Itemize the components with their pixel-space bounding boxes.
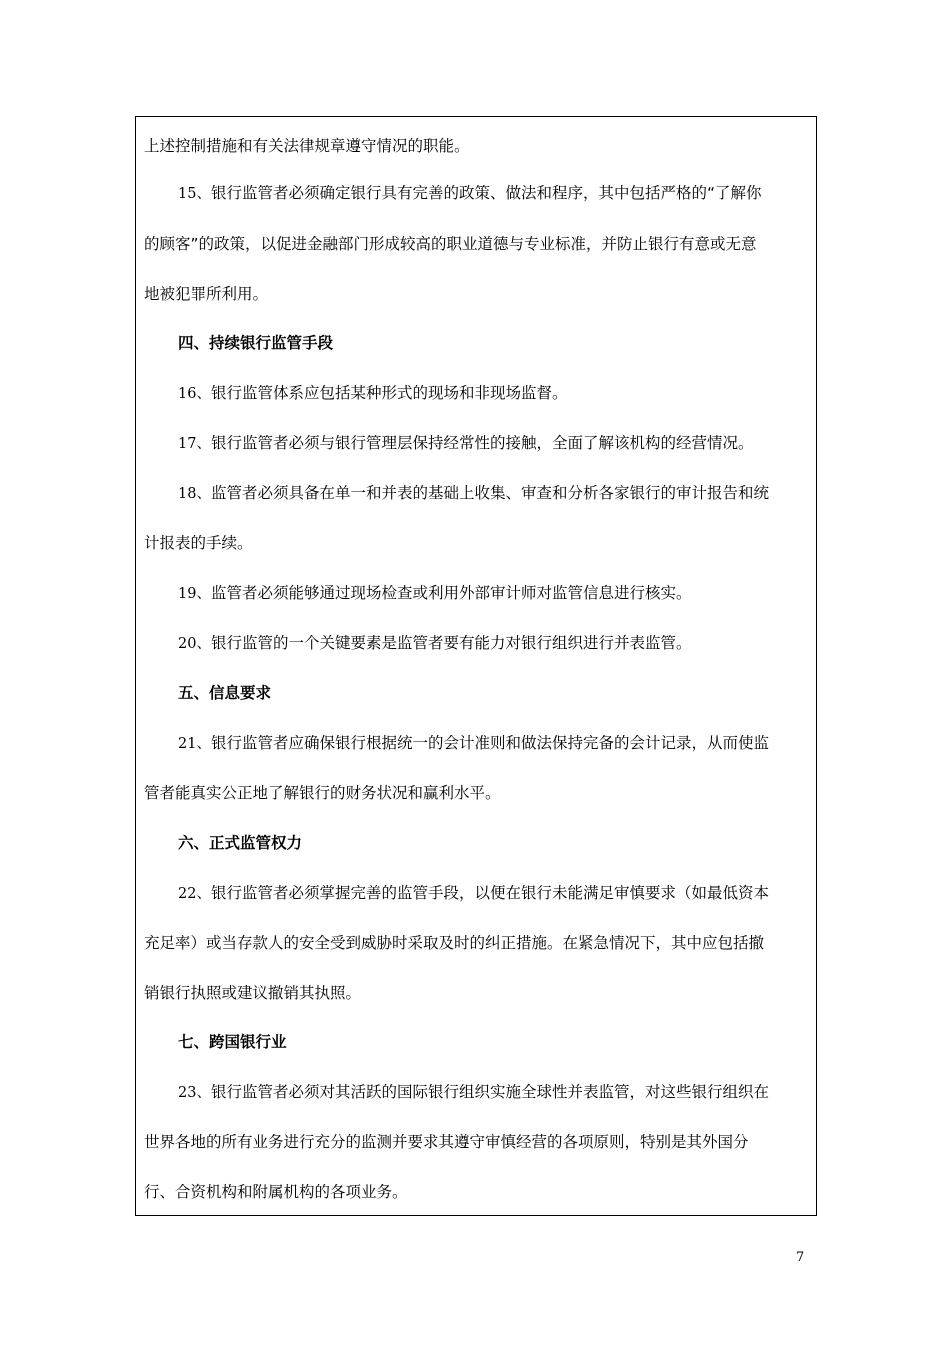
item-number: 21、 [178, 736, 211, 752]
item-number: 18、 [178, 486, 211, 502]
paragraph-line: 管者能真实公正地了解银行的财务状况和赢利水平。 [144, 784, 501, 802]
paragraph-line [178, 633, 691, 653]
page-number: 7 [796, 1250, 805, 1265]
section-heading: 七、跨国银行业 [178, 1033, 287, 1051]
paragraph-line [178, 1082, 769, 1102]
paragraph-line [178, 733, 769, 753]
item-number: 19、 [178, 586, 211, 602]
paragraph-text: 银行监管者必须掌握完善的监管手段，以便在银行未能满足审慎要求（如最低资本 [210, 884, 769, 902]
paragraph-text: 银行监管者必须确定银行具有完善的政策、做法和程序，其中包括严格的“了解你 [210, 184, 762, 202]
paragraph-line: 计报表的手续。 [144, 534, 253, 552]
paragraph-line [178, 483, 769, 503]
paragraph-line: 上述控制措施和有关法律规章遵守情况的职能。 [144, 137, 470, 155]
paragraph-line: 充足率）或当存款人的安全受到威胁时采取及时的纠正措施。在紧急情况下，其中应包括撤 [144, 934, 765, 952]
item-number: 17、 [178, 436, 211, 452]
paragraph-text: 银行监管者必须与银行管理层保持经常性的接触，全面了解该机构的经营情况。 [210, 434, 754, 452]
paragraph-line: 行、合资机构和附属机构的各项业务。 [144, 1183, 408, 1201]
section-heading: 六、正式监管权力 [178, 834, 303, 852]
paragraph-line [178, 383, 567, 403]
paragraph-line [178, 883, 769, 903]
item-number: 16、 [178, 386, 211, 402]
item-number: 22、 [178, 886, 211, 902]
paragraph-text: 银行监管的一个关键要素是监管者要有能力对银行组织进行并表监管。 [210, 634, 692, 652]
paragraph-text: 监管者必须具备在单一和并表的基础上收集、审查和分析各家银行的审计报告和统 [210, 484, 769, 502]
paragraph-text: 银行监管体系应包括某种形式的现场和非现场监督。 [210, 384, 568, 402]
paragraph-line [178, 433, 753, 453]
paragraph-line [178, 183, 762, 203]
paragraph-line: 世界各地的所有业务进行充分的监测并要求其遵守审慎经营的各项原则，特别是其外国分 [144, 1133, 749, 1151]
paragraph-line: 的顾客”的政策，以促进金融部门形成较高的职业道德与专业标准，并防止银行有意或无意 [144, 235, 757, 253]
paragraph-line: 销银行执照或建议撤销其执照。 [144, 984, 362, 1002]
item-number: 15、 [178, 186, 211, 202]
section-heading: 五、信息要求 [178, 684, 272, 702]
item-number: 20、 [178, 636, 211, 652]
paragraph-line: 地被犯罪所利用。 [144, 285, 269, 303]
section-heading: 四、持续银行监管手段 [178, 334, 334, 352]
paragraph-text: 银行监管者应确保银行根据统一的会计准则和做法保持完备的会计记录，从而使监 [210, 734, 769, 752]
item-number: 23、 [178, 1085, 211, 1101]
paragraph-text: 银行监管者必须对其活跃的国际银行组织实施全球性并表监管，对这些银行组织在 [210, 1083, 769, 1101]
paragraph-line [178, 583, 691, 603]
content-frame [135, 116, 817, 1216]
paragraph-text: 监管者必须能够通过现场检查或利用外部审计师对监管信息进行核实。 [210, 584, 692, 602]
